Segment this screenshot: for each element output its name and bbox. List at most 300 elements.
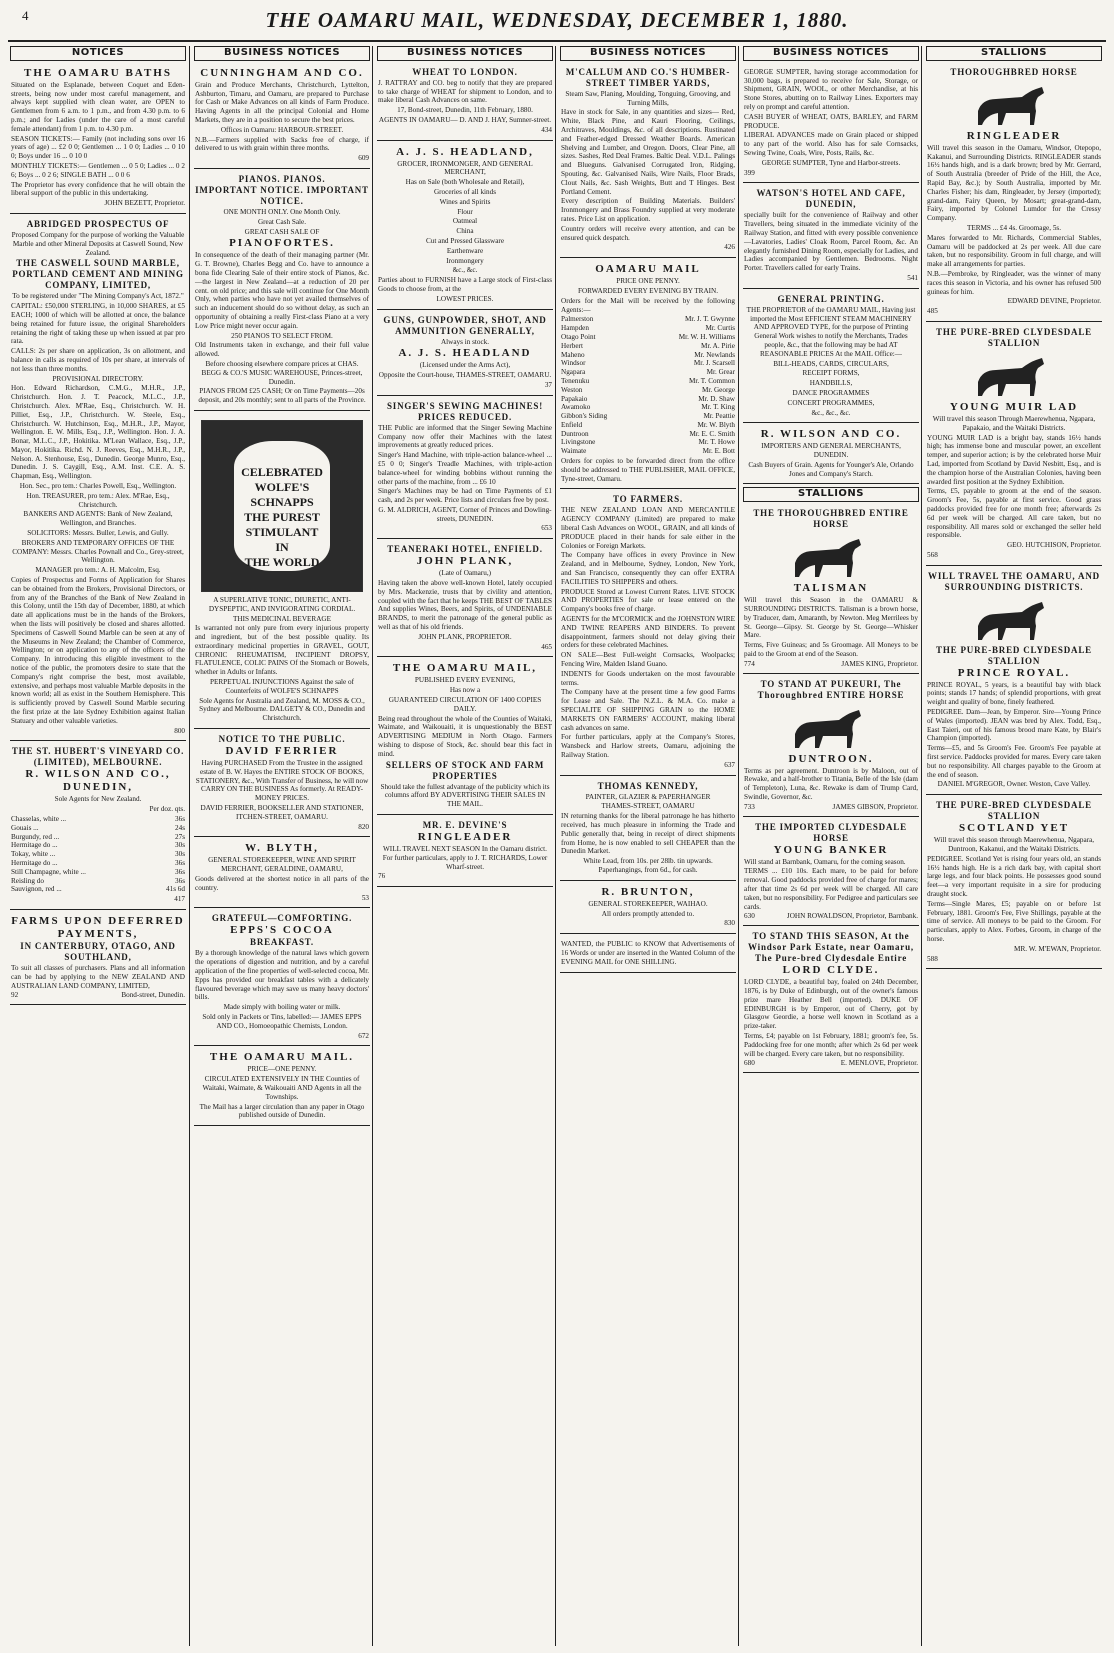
ad-body: FORWARDED EVERY EVENING BY TRAIN.: [577, 286, 719, 295]
ad-title: NOTICE TO THE PUBLIC.: [218, 734, 346, 745]
ad-signature: DAVID FERRIER, BOOKSELLER AND STATIONER, ITCHEN-STREET, OAMARU.: [200, 804, 364, 821]
ad-body: For further particulars, apply at the Company's Stores, Wansbeck and Harlow streets, Oamaru, adjoining the Railway Station.: [561, 733, 735, 759]
wine-price: 36s: [175, 814, 185, 823]
masthead-rule: [8, 40, 1106, 42]
ad-title: YOUNG BANKER: [773, 843, 889, 856]
wine-name: Hermitage do ...: [11, 858, 58, 867]
ad-body: Has now a: [449, 686, 481, 695]
ad-body: Will stand at Barnbank, Oamaru, for the coming season.: [744, 857, 906, 866]
agent-town: Otago Point: [561, 332, 596, 341]
horse-illustration: [787, 533, 875, 579]
wine-price: 30s: [175, 841, 185, 850]
ad-oamaru-mail: [194, 1049, 370, 1126]
ad-wanted: [560, 937, 736, 972]
ad-signature: E. MENLOVE, Proprietor.: [840, 1059, 918, 1068]
wine-price: 30s: [175, 850, 185, 859]
agent-town: Waimate: [561, 447, 587, 456]
column-divider: [921, 46, 922, 1646]
ad-wolfes-schnapps: [194, 414, 370, 729]
ad-body: CALLS: 2s per share on application, 3s on allotment, and balance in calls as required of 10s per share, at intervals of not less than three months.: [11, 347, 185, 373]
ad-title: RINGLEADER: [417, 831, 513, 844]
goods-item: Cut and Pressed Glassware: [425, 236, 505, 245]
section-header: BUSINESS NOTICES: [560, 46, 736, 61]
printing-item: CONCERT PROGRAMMES,: [787, 398, 875, 407]
agent-name: Mr. E. C. Smith: [689, 429, 735, 438]
ad-body: SOLICITORS: Messrs. Buller, Lewis, and Gully.: [27, 529, 169, 538]
ad-body: White Lead, from 10s. per 28lb. tin upwards. Paperhangings, from 6d., for cash.: [583, 857, 713, 874]
agent-row: [561, 368, 735, 377]
wine-price-row: [11, 841, 185, 850]
ad-body: In consequence of the death of their managing partner (Mr. G. T. Browne), Charles Begg and Co. have to announce a bona fide Clearing Sale of their entire stock of Pianos, &c.—the largest in New Zealand—at a reduction of 20 per cent. on old price; and this sale will continue for One Month Only, when parties who have not yet availed themselves of such an inducement should do so without delay, as such an opportunity of obtaining a really First-class Piano at a very Low Price might never occur again.: [195, 251, 369, 330]
ad-title: SCOTLAND YET: [958, 822, 1070, 835]
ad-body: N.B.—Farmers supplied with Sacks free of charge, if delivered to us with grain within three months.: [195, 135, 369, 153]
ad-body: Cash Buyers of Grain. Agents for Younger's Ale, Orlando Jones and Company's Starch.: [748, 460, 914, 478]
agents-list: [561, 315, 735, 456]
wine-price-row: [11, 824, 185, 833]
ad-body: GEORGE SUMPTER, having storage accommodation for 30,000 bags, is prepared to receive for Sale, Storage, or Shipment, GRAIN, WOOL, or other Merchandise, at his Stone Stores, abutting on to Railway Lines. Exporters may rely on prompt and careful attention.: [744, 67, 918, 111]
section-header: STALLIONS: [743, 487, 919, 502]
ad-body: The Mail has a larger circulation than any paper in Otago published outside of Dunedin.: [199, 1102, 365, 1120]
agent-town: Papakaio: [561, 394, 588, 403]
ad-ref: 541: [907, 273, 918, 282]
goods-item: Earthenware: [446, 246, 484, 255]
ad-body: Singer's Machines may be had on Time Payments of £1 cash, and 2s per week. Price lists and circulars free by post.: [378, 487, 552, 505]
subheading: PROVISIONAL DIRECTORY.: [52, 374, 144, 383]
ad-title: ABRIDGED PROSPECTUS OF: [26, 218, 170, 229]
ad-ref: 426: [724, 243, 735, 252]
ad-signature: MR. W. M'EWAN, Proprietor.: [1014, 944, 1101, 953]
bottle-label-line: IN: [275, 539, 289, 554]
wine-name: Hermitage do ...: [11, 841, 58, 850]
agent-town: Ngapara: [561, 368, 586, 377]
ad-title: M'CALLUM AND CO.'S HUMBER-STREET TIMBER YARDS,: [565, 66, 731, 88]
ad-body: To suit all classes of purchasers. Plans and all information can be had by applying to the NEW ZEALAND AND AUSTRALIAN LAND COMPANY, LIMITED,: [11, 963, 185, 990]
horse-illustration: [787, 704, 875, 750]
ad-body: 250 PIANOS TO SELECT FROM.: [231, 331, 333, 340]
ad-title: SELLERS OF STOCK AND FARM PROPERTIES: [385, 759, 545, 781]
ad-signature: GEORGE SUMPTER, Tyne and Harbor-streets.: [761, 158, 901, 167]
bottle-label-line: THE WORLD: [244, 554, 320, 569]
ad-body: LOWEST PRICES.: [436, 294, 494, 303]
ad-body: (Licensed under the Arms Act),: [419, 361, 511, 370]
ad-title: A SUPERLATIVE TONIC, DIURETIC, ANTI-DYSPEPTIC, AND INVIGORATING CORDIAL.: [208, 595, 356, 613]
schnapps-bottle-illustration: [201, 420, 363, 592]
agent-name: Mr. T. King: [701, 403, 735, 412]
agent-name: Mr. J. T. Gwynne: [684, 315, 735, 324]
ad-body: SEASON TICKETS:— Family (not including sons over 16 years of age) ... £2 0 0; Gentlemen ... 1 0 0; Ladies ... 0 10 0; Boys under 16 ... 0 10 0: [11, 134, 185, 161]
ad-title: THE OAMARU BATHS: [24, 66, 172, 79]
printing-items-list: [744, 360, 918, 418]
wine-name: Sauvignon, red ...: [11, 885, 62, 894]
ad-body: GREAT CASH SALE OF: [244, 227, 320, 236]
goods-item: Ironmongery: [446, 256, 484, 265]
ad-body: PRINCE ROYAL, 5 years, is a beautiful bay with black points; stands 17 hands; of splendid proportions, with great weight and quality of bone, finely feathered.: [927, 680, 1101, 707]
ad-george-sumpter: [743, 65, 919, 184]
goods-item: Flour: [457, 207, 473, 216]
ad-body: AGENTS IN OAMARU— D. AND J. HAY, Sumner-street.: [378, 115, 552, 124]
ad-body: Before choosing elsewhere compare prices at CHAS. BEGG & CO.'S MUSIC WAREHOUSE, Princes-street, Dunedin.: [201, 359, 363, 386]
ad-title: DUNTROON.: [788, 752, 874, 765]
ad-body: ON SALE—Best Full-weight Cornsacks, Woolpacks; Fencing Wire, Malden Island Guano.: [561, 651, 735, 669]
wine-price: 27s: [175, 832, 185, 841]
ad-title: THOROUGHBRED HORSE: [950, 66, 1078, 77]
ad-teaneraki-hotel: [377, 542, 553, 657]
agent-row: [561, 324, 735, 333]
section-header: BUSINESS NOTICES: [743, 46, 919, 61]
ad-scotland-yet: [926, 798, 1102, 969]
ad-body: TERMS ... £4 4s. Groomage, 5s.: [966, 223, 1062, 232]
goods-list: [378, 188, 552, 275]
ad-general-printing: [743, 292, 919, 424]
agent-town: Tenenuku: [561, 376, 590, 385]
printing-item: HANDBILLS,: [809, 379, 853, 388]
wine-name: Gouais ...: [11, 823, 39, 832]
ad-epps-cocoa: [194, 911, 370, 1046]
ad-body: Parties about to FURNISH have a Large stock of First-class Goods to choose from, at the: [378, 276, 552, 293]
ad-ref: 399: [744, 168, 755, 177]
agent-town: Livingstone: [561, 438, 596, 447]
ad-body: Will travel this season through Maerewhenua, Ngapara, Duntroon, Kakanui, and the Waitaki Districts.: [933, 836, 1095, 854]
ad-body: Great Cash Sale.: [257, 217, 307, 226]
ad-body: Terms, Five Guineas; and 5s Groomage. All Moneys to be paid to the Groom at end of the Season.: [744, 641, 918, 659]
ad-mail-agents: [560, 261, 736, 489]
column-3: [377, 46, 553, 1646]
ad-body: Sole Agents for New Zealand.: [54, 795, 142, 804]
ad-signature: JOHN BEZETT, Proprietor.: [104, 199, 185, 208]
ad-pianos: [194, 172, 370, 411]
ad-prince-royal: [926, 569, 1102, 796]
ad-body: To be registered under "The Mining Company's Act, 1872.": [12, 292, 184, 301]
ad-title: WATSON'S HOTEL AND CAFE, DUNEDIN,: [756, 188, 906, 210]
ad-title: JOHN PLANK,: [416, 555, 514, 568]
wine-price-row: [11, 885, 185, 894]
ad-ref: 465: [541, 642, 552, 651]
horse-illustration: [970, 596, 1058, 642]
ad-title: PIANOS. PIANOS.: [238, 173, 326, 184]
ad-oamaru-mail-circulation: [377, 660, 553, 815]
ad-body: THE Public are informed that the Singer Sewing Machine Company now offer their Machines with the latest improvements at greatly reduced prices.: [378, 423, 552, 450]
ad-young-banker: [743, 820, 919, 927]
agent-row: [561, 333, 735, 342]
section-header: STALLIONS: [926, 46, 1102, 61]
ad-body: PUBLISHED EVERY EVENING,: [414, 676, 516, 685]
ad-title: OAMARU MAIL: [595, 263, 701, 276]
ad-title: TALISMAN: [793, 582, 869, 595]
ad-caswell-prospectus: [10, 217, 186, 741]
newspaper-page: [6, 46, 1110, 1646]
ad-body: Sole Agents for Australia and Zealand, M. MOSS & CO., Sydney and Melbourne. DALGETY & CO., Dunedin and Christchurch.: [199, 696, 365, 723]
wine-price: 36s: [175, 876, 185, 885]
printing-item: RECEIPT FORMS,: [802, 369, 860, 378]
ad-ref: 637: [724, 760, 735, 769]
agent-name: Mr. Peattie: [703, 412, 735, 421]
ad-ref: 568: [927, 550, 938, 559]
wine-name: Burgundy, red ...: [11, 832, 60, 841]
company-name: THE CASWELL SOUND MARBLE, PORTLAND CEMENT AND MINING COMPANY, LIMITED,: [12, 258, 184, 291]
agent-row: [561, 447, 735, 456]
ad-ref: 37: [544, 380, 552, 389]
goods-item: Groceries of all kinds: [433, 187, 497, 196]
ad-title: IN CANTERBURY, OTAGO, AND SOUTHLAND,: [20, 940, 176, 962]
agent-name: Mr. George: [701, 385, 735, 394]
ad-signature: JOHN PLANK, PROPRIETOR.: [418, 632, 512, 641]
ad-body: Hon. Sec., pro tem.: Charles Powell, Esq., Wellington.: [19, 482, 177, 491]
ad-title: IMPORTANT NOTICE. IMPORTANT NOTICE.: [195, 184, 369, 206]
ad-duntroon: [743, 677, 919, 817]
ad-body: Terms—Single Mares, £5; payable on or before 1st February, 1881. Groom's Fee, Five Shillings, payable at the time of service. All moneys to be paid to the Groom. For particulars, apply to Alex. Forbes, Groom, in charge of the horse.: [927, 899, 1101, 944]
agent-town: Maheno: [561, 350, 585, 359]
ad-thomas-kennedy: [560, 779, 736, 881]
ad-body: PIANOS FROM £25 CASH; Or on Time Payments—20s deposit, and 20s monthly; sent to all parts of the Province.: [198, 387, 366, 405]
ad-body: WANTED, the PUBLIC to KNOW that Advertisements of 16 Words or under are inserted in the Wanted Column of the EVENING MAIL for ONE SHILLING.: [561, 940, 735, 966]
ad-title: TO STAND THIS SEASON, At the Windsor Park Estate, near Oamaru, The Pure-bred Clydesdale Entire: [748, 931, 914, 964]
ad-body: Being read throughout the whole of the Counties of Waitaki, Waimate, and Waikouaiti, it is unquestionably the BEST ADVERTISING MEDIUM in North Otago. Farmers wishing to dispose of Stock, &c. should bear this fact in mind.: [378, 714, 552, 758]
wine-name: Chasselas, white ...: [11, 814, 67, 823]
column-4: [560, 46, 736, 1646]
ad-body: GUARANTEED CIRCULATION OF 1400 COPIES DAILY.: [388, 696, 542, 713]
ad-ref: 774: [744, 659, 755, 668]
ad-title: MR. E. DEVINE'S: [422, 820, 508, 831]
wine-name: Still Champagne, white ...: [11, 867, 86, 876]
ad-singer-sewing: [377, 399, 553, 540]
agent-row: [561, 351, 735, 360]
ad-body: YOUNG MUIR LAD is a bright bay, stands 16½ hands high; has immense bone and muscular power, an excellent temper, and superior action; is by the celebrated horse Muir Lad, imported from Scotland by David Nesbitt, Esq., and is the champion horse of the Australian Colonies, having been awarded first position at the Sydney Exhibition.: [927, 433, 1101, 486]
ad-title: R. WILSON AND CO., DUNEDIN,: [25, 768, 171, 794]
ad-ref: 92: [11, 991, 19, 1000]
ad-body: Will travel this season in the Oamaru, Windsor, Otepopo, Kakanui, and Surrounding Districts. RINGLEADER stands 16½ hands high, and is a dark brown; bred by Mr. Gerrard, of South Australia (breeder of Pride of the Hill, the Ace, Rapid Bay, &c.); by South Australia, imported by Mr. Charles Fisher; his dam, Ringleader, by Jersey (imported); grand-dam, Fairy Queen, by Mosart; great-grand-dam, Fairy, imported by Colonel Lumdor for the Cressy Company.: [927, 143, 1101, 223]
ad-body: Should take the fullest advantage of the publicity which its columns afford BY ADVERTISING THEIR SALES IN THE MAIL.: [380, 782, 550, 809]
agent-town: Gibbon's Siding: [561, 412, 608, 421]
ad-ref: 53: [361, 893, 369, 902]
section-header: BUSINESS NOTICES: [377, 46, 553, 61]
ad-ref: 417: [174, 895, 185, 904]
column-5: [743, 46, 919, 1646]
ad-body: Grain and Produce Merchants, Christchurch, Lyttelton, Ashburton, Timaru, and Oamaru, are prepared to Purchase for Cash or Make Advances on all kinds of Farm Produce. Having Agents in all the principal Colonial and Home Markets, they are in a position to secure the best prices.: [195, 80, 369, 124]
ad-signature: EDWARD DEVINE, Proprietor.: [1007, 297, 1101, 306]
ad-body: (Late of Oamaru,): [438, 569, 492, 578]
printing-item: BILL-HEADS, CARDS, CIRCULARS,: [773, 359, 889, 368]
ad-body: CAPITAL: £50,000 STERLING, in 10,000 SHARES, at £5 EACH; 1000 of which will be allotted at once, the balance being retained for future issue, the original Shareholders retaining the right of taking these up when issued at par pro rata.: [11, 302, 185, 346]
ad-title: THE PURE-BRED CLYDESDALE STALLION: [936, 800, 1092, 822]
agent-name: Mr. Curtis: [705, 324, 735, 333]
ad-body: THAMES-STREET, OAMARU: [601, 802, 695, 811]
ad-guns: [377, 313, 553, 396]
column-divider: [372, 46, 373, 1646]
ad-signature: Bond-street, Dunedin.: [121, 991, 185, 1000]
ad-headland-grocer: [377, 144, 553, 310]
ad-title: CUNNINGHAM AND CO.: [200, 66, 364, 79]
ad-body: Have in stock for Sale, in any quantities and sizes— Red, White, Black Pine, and Kauri Flooring, Ceilings, Architraves, Mouldings, &c. of all descriptions. Rustinated and Feather-edged Dressed Weather Boards. American Shelving and Lumber, and Oregon. Doors, Clear Pine, all sizes. Sashes, Red Deal Frames. Baltic Deal. V.D.L. Palings and Blueguns. Galvanised Corrugated Iron, Ridging, Spouting, &c. Galvanised Nails, Wire Nails, Floor Brads, Clout Nails, &c. Sash Weights, Butt and T Hinges. Best Portland Cement.: [561, 108, 735, 196]
ad-title: THE ST. HUBERT'S VINEYARD CO. (LIMITED), MELBOURNE.: [11, 746, 185, 768]
horse-illustration: [970, 81, 1058, 127]
column-2: [194, 46, 370, 1646]
ad-young-muir-lad: [926, 325, 1102, 566]
agent-row: [561, 403, 735, 412]
bottle-label-line: SCHNAPPS: [250, 494, 314, 509]
ad-title: TO FARMERS.: [613, 494, 683, 505]
wine-name: Reisling do: [11, 876, 44, 885]
ad-ref: 434: [541, 125, 552, 134]
ad-body: All orders promptly attended to.: [601, 909, 695, 918]
ad-body: J. RATTRAY and CO. beg to notify that they are prepared to take charge of WHEAT for shipment to London, and to make liberal Cash Advances on same.: [378, 78, 552, 105]
wine-price-row: [11, 833, 185, 842]
bottle-label-line: CELEBRATED: [241, 464, 323, 479]
ad-deferred-payment-farms: [10, 913, 186, 1005]
ad-body: THIS MEDICINAL BEVERAGE: [233, 614, 331, 623]
ad-body: specially built for the convenience of Railway and other Travellers, being situated in the immediate vicinity of the Railway Station, and fitted with every possible convenience—Lavatories, Ladies' Cloak Room, Parcel Room, &c. An elegantly furnished Dining Room, especially for Ladies, and Ladies accompanied by Gentlemen. Bedrooms. Night Porter. Travellers called for early Trains.: [744, 211, 918, 273]
ad-title: SINGER'S SEWING MACHINES! PRICES REDUCED.: [386, 400, 544, 422]
ad-devine-ringleader: [377, 818, 553, 887]
ad-lord-clyde: [743, 929, 919, 1073]
ad-ref: 588: [927, 954, 938, 963]
ad-body: Orders for the Mail will be received by the following Agents:—: [561, 296, 735, 314]
column-divider: [189, 46, 190, 1646]
agent-row: [561, 395, 735, 404]
ad-body: GROCER, IRONMONGER, AND GENERAL MERCHANT,: [397, 159, 533, 177]
ad-body: Sold only in Packets or Tins, labelled:— JAMES EPPS AND CO., Homoeopathic Chemists, London.: [202, 1013, 362, 1030]
ad-body: THE NEW ZEALAND LOAN AND MERCANTILE AGENCY COMPANY (Limited) are prepared to make liberal Cash Advances on WOOL, GRAIN, and all kinds of PRODUCE placed in their hands for sale either in the Colonies or Foreign Markets.: [561, 506, 735, 550]
ad-title: WILL TRAVEL THE OAMARU, AND SURROUNDING DISTRICTS.: [928, 570, 1100, 592]
ad-body: Goods delivered at the shortest notice in all parts of the country.: [195, 875, 369, 892]
ad-body: PAINTER, GLAZIER & PAPERHANGER: [585, 792, 711, 801]
ad-title: R. BRUNTON,: [601, 885, 695, 898]
goods-item: Wines and Spirits: [439, 197, 491, 206]
column-divider: [738, 46, 739, 1646]
agent-name: Mr. W. H. Williams: [678, 332, 735, 341]
ad-body: Terms, £4; payable on 1st February, 1881; groom's fee, 5s. Paddocking free for one month; after which 2s 6d per week will be charged. Every care taken, but no responsibility.: [744, 1032, 918, 1058]
ad-title: EPPS'S COCOA: [230, 924, 334, 937]
agent-row: [561, 342, 735, 351]
agent-name: Mr. D. Shaw: [698, 394, 735, 403]
ad-body: Proposed Company for the purpose of working the Valuable Marble and other Mineral Deposits at Caswell Sound, New Zealand.: [11, 230, 185, 257]
ad-body: Orders for copies to be forwarded direct from the office should be addressed to THE PUBLISHER, MAIL OFFICE, Tyne-street, Oamaru.: [561, 457, 735, 483]
agent-name: Mr. A. Pirie: [701, 341, 735, 350]
ad-body: PERPETUAL INJUNCTIONS Against the sale of Counterfeits of WOLFE'S SCHNAPPS: [209, 678, 355, 695]
ad-body: By a thorough knowledge of the natural laws which govern the operations of digestion and nutrition, and by a careful application of the fine properties of well-selected cocoa, Mr. Epps has provided our breakfast tables with a delicately flavoured beverage which may save us many heavy doctors' bills.: [195, 949, 369, 1002]
ad-ref: 672: [358, 1031, 369, 1040]
wine-name: Tokay, white ...: [11, 850, 56, 859]
wine-price-row: [11, 850, 185, 859]
ad-title: TEANERAKI HOTEL, ENFIELD.: [387, 544, 543, 555]
printing-item: &c., &c., &c.: [811, 408, 851, 417]
ad-ref: 680: [744, 1059, 755, 1068]
ad-title: THE THOROUGHBRED ENTIRE HORSE: [753, 508, 909, 530]
ad-title: THE IMPORTED CLYDESDALE HORSE: [755, 821, 907, 843]
section-header: BUSINESS NOTICES: [194, 46, 370, 61]
ad-watsons-hotel: [743, 186, 919, 288]
ad-ref: 733: [744, 802, 755, 811]
ad-body: 17, Bond-street, Dunedin, 11th February, 1880.: [397, 106, 533, 115]
ad-body: Copies of Prospectus and Forms of Application for Shares can be obtained from the Brokers, Provisional Directors, or from any of the Branches of the Bank of New Zealand in this Colony, until the 15th day of December, 1880, at which date all applications must be in the hands of the Brokers, when the lists will positively be closed and shares allotted. Specimens of Caswell Sound Marble can be seen at any of the Museums in New Zealand; the Chamber of Commerce, Wellington; or on application to any of the officers of the Company. In introducing this eligible investment to the notice of the public, the promoters desire to state that the Company's right comprise the best, most available, extensive, and perhaps most valuable Marble deposits in the known world; all as exist in the Southern Hemisphere. This is sufficiently proved by Caswell Sound Marble securing the first prize at the late Sydney Exhibition against Italian Statuary and other valuable varieties.: [11, 576, 185, 725]
ad-body: Offices in Oamaru: HARBOUR-STREET.: [220, 125, 344, 134]
horse-illustration: [970, 352, 1058, 398]
ad-body: N.B.—Pembroke, by Ringleader, was the winner of many races this season in Victoria, and his owner has refused 500 guineas for him.: [927, 269, 1101, 296]
ad-body: PRICE ONE PENNY.: [616, 277, 680, 286]
column-1: [10, 46, 186, 1646]
ad-mccallum-timber: [560, 65, 736, 258]
ad-talisman: [743, 506, 919, 673]
ad-title: GENERAL PRINTING.: [777, 293, 885, 304]
wine-price-list: [11, 815, 185, 894]
ad-body: Made simply with boiling water or milk.: [223, 1003, 341, 1012]
agent-name: Mr. T. Howe: [698, 438, 735, 447]
ad-title: THE PURE-BRED CLYDESDALE STALLION: [936, 644, 1092, 666]
ad-oamaru-baths: [10, 65, 186, 214]
column-stallions-1: [926, 46, 1102, 1646]
ad-body: Is warranted not only pure from every injurious property and ingredient, but of the best possible quality. Its extraordinary medicinal properties in GRAVEL, GOUT, CHRONIC RHEUMATISM, INCIPIENT DROPSY, FLATULENCE, COLIC PAINS Of the Stomach or Bowels, whether in Adults or Infants.: [195, 624, 369, 677]
agent-row: [561, 438, 735, 447]
ad-ref: 609: [358, 154, 369, 163]
ad-signature: DANIEL M'GREGOR, Owner. Weston, Cave Valley.: [937, 780, 1091, 789]
ad-body: Terms, £5, payable to groom at the end of the season. Groom's Fee, 5s, payable at first service. Good grass paddocks provided free for one month free; afterwards 2s 6d per week will be charged. All care taken, but no responsibility. All mares sold or exchanged the seller held responsible.: [927, 487, 1101, 540]
ad-body: TERMS ... £10 10s. Each mare, to be paid for before removal. Good paddocks provided free of charge for mares; after that time 2s 6d per week will be charged. All care taken, but no responsibility. For Pedigree and particulars see cards.: [744, 867, 918, 911]
ad-title: PIANOFORTES.: [229, 237, 335, 250]
agent-town: Weston: [561, 385, 583, 394]
ad-body: CIRCULATED EXTENSIVELY IN THE Counties of Waitaki, Waimate, & Waikouaiti AND Agents in all the Townships.: [202, 1075, 362, 1101]
ad-body: The Company have offices in every Province in New Zealand, and in Melbourne, Sydney, London, New York, and San Francisco, consequently they can offer EXTRA FACILITIES TO SHIPPERS and others.: [561, 551, 735, 586]
ad-title: WHEAT TO LONDON.: [412, 66, 518, 77]
agent-town: Duntroon: [561, 429, 589, 438]
ad-title: A. J. S. HEADLAND: [398, 347, 532, 360]
agent-name: Mr. W. Blyth: [697, 420, 735, 429]
ad-body: Opposite the Court-house, THAMES-STREET, OAMARU.: [378, 371, 552, 380]
agent-name: Mr. J. Scarsell: [693, 359, 735, 368]
wine-price-row: [11, 859, 185, 868]
ad-body: THE PROPRIETOR of the OAMARU MAIL, Having just imported the Most EFFICIENT STEAM MACHINERY AND APPROVED TYPE, for the purpose of Printing General Work wishes to notify the Merchants, Trades people, &c., that the following may be had AT REASONABLE PRICES At the MAIL Office:—: [746, 305, 916, 358]
wine-price-row: [11, 815, 185, 824]
ad-body: PRODUCE Stored at Lowest Current Rates. LIVE STOCK AND PROPERTIES for sale or lease entered on the Company's books free of charge.: [561, 587, 735, 614]
ad-body: Every description of Building Materials. Builders' Ironmongery and Brass Foundry supplied at very moderate rates. Price List on application.: [561, 197, 735, 223]
ad-body: Mares forwarded to Mr. Richards, Commercial Stables, Oamaru will be paddocked at 2s per week. All due care taken, but no responsibility. Groom in full charge, and will make all arrangements for parties.: [927, 233, 1101, 269]
ad-ref: 485: [927, 307, 938, 316]
agent-row: [561, 421, 735, 430]
page-number: 4: [22, 8, 29, 23]
bottle-label-line: WOLFE'S: [254, 479, 310, 494]
ad-title: PRINCE ROYAL.: [957, 666, 1071, 679]
ad-body: The Company have at the present time a few good Farms for Lease and Sale. The N.Z.L. & M.A. Co. make a SPECIALITE OF SHIPPING GRAIN to the HOME MARKETS ON FARMERS' ACCOUNT, making liberal cash advances on same.: [561, 688, 735, 732]
ad-body: Will travel this season Through Maerewhenua, Ngapara, Papakaio, and the Waitaki Districts.: [932, 414, 1096, 432]
ad-david-ferrier: [194, 732, 370, 837]
ad-ref: 820: [358, 822, 369, 831]
ad-body: Old Instruments taken in exchange, and their full value allowed.: [195, 341, 369, 359]
ad-body: Terms—£5, and 5s Groom's Fee. Groom's Fee payable at first service. Paddocks provided for mares. Every care taken but no responsibility. All charges payable to the Groom at the end of season.: [927, 744, 1101, 779]
ad-body: Hon. Edward Richardson, C.M.G., M.H.R., J.P., Christchurch. Hon. J. T. Peacock, M.L.C., J.P., Christchurch. Alex. M'Rae, Esq., Christchurch. W. H. Pilliet, Esq., J.P., Christchurch. W. Steele, Esq., Christchurch. W. Hutchinson, Esq., M.H.R., J.P., Mayor, Wellington. E. W. Mills, Esq., J.P., Wellington. Hon. J. A. Bonar, M.L.C., J.P., Hokitika. M'Lean Wallace, Esq., J.P., Mayor, Hokitika. Richd. N. J. Reeves, Esq., M.H.R., J.P., Nelson. A. Stenhouse, Esq., Dunedin. George Munro, Esq., Dunedin. J. S. Caygill, Esq., A.M. Inst. C.E. A. S. Chapman, Esq., Wellington.: [11, 384, 185, 481]
ad-ringleader: [926, 65, 1102, 322]
wine-price: 36s: [175, 867, 185, 876]
wine-price: 41s 6d: [166, 885, 185, 894]
bottle-label: [234, 441, 330, 571]
ad-body: BANKERS AND AGENTS: Bank of New Zealand, Wellington, and Branches.: [23, 510, 173, 528]
ad-title: DAVID FERRIER: [225, 745, 339, 758]
agent-name: Mr. T. Common: [688, 376, 735, 385]
ad-body: PEDIGREE. Dam—Jean, by Emperor. Sire—Young Prince of Wales (imported). JEAN was bred by Alex. Todd, Esq., East Taieri, out of his famous brood mare Kate, by Blair's Champion (imported).: [927, 708, 1101, 743]
ad-body: Has on Sale (both Wholesale and Retail),: [405, 178, 525, 187]
ad-signature: JAMES KING, Proprietor.: [841, 659, 918, 668]
ad-title: W. BLYTH,: [245, 842, 319, 855]
ad-title: GRATEFUL—COMFORTING.: [211, 913, 353, 924]
ad-body: Hon. TREASURER, pro tem.: Alex. M'Rae, Esq., Christchurch.: [26, 491, 170, 509]
agent-town: Palmerston: [561, 315, 594, 324]
ad-title: GUNS, GUNPOWDER, SHOT, AND AMMUNITION GENERALLY,: [383, 314, 547, 336]
ad-body: WILL TRAVEL NEXT SEASON In the Oamaru district. For further particulars, apply to J. T. RICHARDS, Lower Wharf-street.: [382, 845, 548, 871]
agent-row: [561, 377, 735, 386]
newspaper-title: THE OAMARU MAIL, WEDNESDAY, DECEMBER 1, 1880.: [265, 8, 849, 32]
ad-title: LORD CLYDE.: [782, 964, 880, 977]
bottle-label-line: THE PUREST STIMULANT: [244, 509, 320, 539]
ad-title: TO STAND AT PUKEURI, The Thoroughbred ENTIRE HORSE: [757, 678, 905, 700]
section-header: NOTICES: [10, 46, 186, 61]
ad-body: MONTHLY TICKETS:— Gentlemen ... 0 5 0; Ladies ... 0 2 6; Boys ... 0 2 6; SINGLE BATH ... 0 0 6: [11, 161, 185, 179]
